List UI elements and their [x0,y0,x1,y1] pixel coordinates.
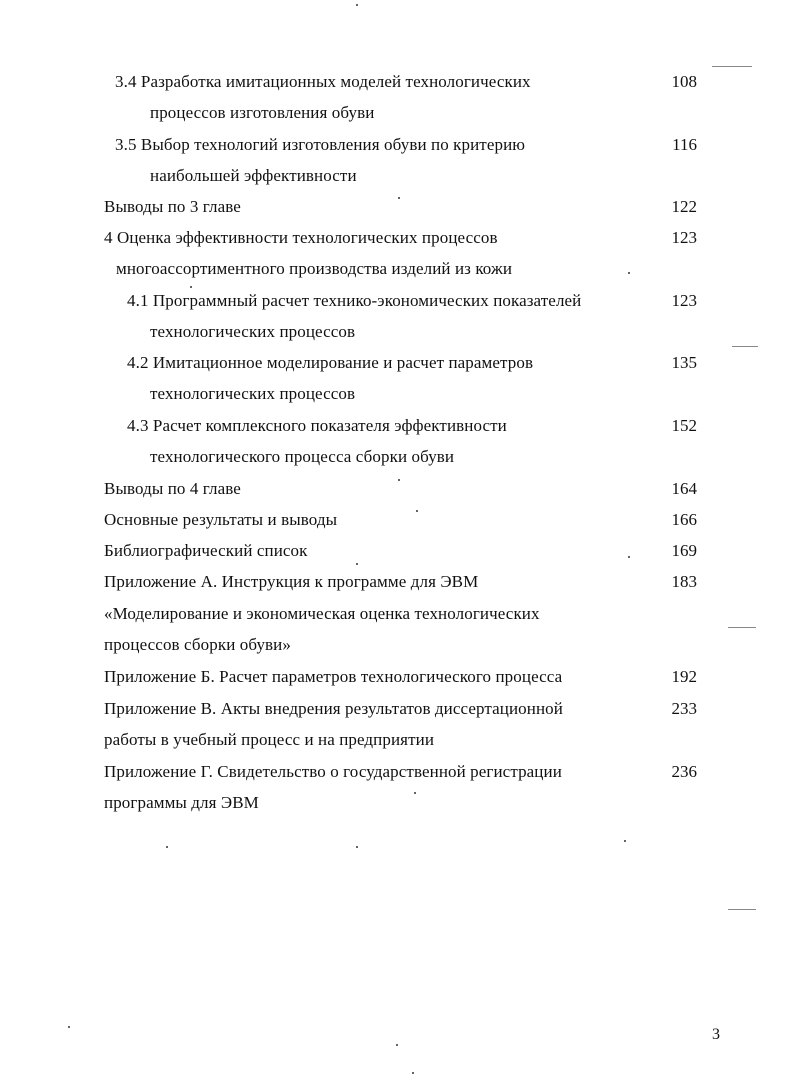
scan-speck [712,66,752,67]
toc-entry-4-line-2: многоассортиментного производства изделий из кожи [116,259,513,278]
toc-entry-3-4-line-2: процессов изготовления обуви [150,103,375,122]
toc-entry-4-3-line-2: технологического процесса сборки обуви [150,447,455,466]
scan-speck [624,840,626,842]
toc-entry-4-page: 123 [671,228,697,247]
scan-speck [356,846,358,848]
toc-entry-conclusions-4-page: 164 [671,479,697,498]
scan-speck [398,479,400,481]
toc-entry-main-results-line-1: Основные результаты и выводы [104,510,338,529]
toc-entry-3-4-page: 108 [671,72,697,91]
toc-entry-appendix-g-page: 236 [671,762,697,781]
scan-speck [356,563,358,565]
toc-entry-4-1-page: 123 [671,291,697,310]
toc-entry-appendix-a-line-3: процессов сборки обуви» [104,635,291,654]
toc-entry-4-2-line-2: технологических процессов [150,384,356,403]
toc-entry-bibliography-line-1: Библиографический список [104,541,308,560]
toc-entry-bibliography-page: 169 [671,541,697,560]
toc-entry-4-3-line-1: 4.3 Расчет комплексного показателя эффективности [127,416,507,435]
toc-entry-appendix-a-line-1: Приложение А. Инструкция к программе для ЭВМ [104,572,479,591]
scan-speck [728,909,756,910]
scan-speck [628,556,630,558]
scan-speck [396,1044,398,1046]
toc-entry-4-line-1: 4 Оценка эффективности технологических процессов [104,228,498,247]
toc-entry-4-3-page: 152 [671,416,697,435]
toc-entry-4-1-line-2: технологических процессов [150,322,356,341]
page-number: 3 [712,1026,720,1043]
scan-speck [190,286,192,288]
scan-speck [398,197,400,199]
scan-speck [728,627,756,628]
scan-speck [68,1026,70,1028]
toc-entry-appendix-v-line-1: Приложение В. Акты внедрения результатов диссертационной [104,699,563,718]
toc-entry-conclusions-3-page: 122 [671,197,697,216]
toc-entry-appendix-g-line-2: программы для ЭВМ [104,793,259,812]
toc-entry-3-4-line-1: 3.4 Разработка имитационных моделей технологических [115,72,531,91]
toc-entry-appendix-g-line-1: Приложение Г. Свидетельство о государственной регистрации [104,762,562,781]
toc-entry-4-2-line-1: 4.2 Имитационное моделирование и расчет параметров [127,353,534,372]
toc-entry-3-5-line-1: 3.5 Выбор технологий изготовления обуви по критерию [115,135,526,154]
scan-speck [166,846,168,848]
scan-speck [416,510,418,512]
toc-entry-3-5-line-2: наибольшей эффективности [150,166,357,185]
scan-speck [356,4,358,6]
toc-entry-4-2-page: 135 [671,353,697,372]
toc-entry-4-1-line-1: 4.1 Программный расчет технико-экономических показателей [127,291,582,310]
scan-speck [732,346,758,347]
scan-speck [414,792,416,794]
toc-entry-conclusions-4-line-1: Выводы по 4 главе [104,479,241,498]
toc-entry-conclusions-3-line-1: Выводы по 3 главе [104,197,241,216]
scan-speck [628,272,630,274]
toc-entry-main-results-page: 166 [671,510,697,529]
toc-entry-appendix-a-page: 183 [671,572,697,591]
scan-speck [412,1072,414,1074]
toc-entry-3-5-page: 116 [672,135,697,154]
toc-entry-appendix-v-line-2: работы в учебный процесс и на предприятии [104,730,435,749]
toc-entry-appendix-b-page: 192 [671,667,697,686]
toc-entry-appendix-a-line-2: «Моделирование и экономическая оценка технологических [104,604,540,623]
toc-entry-appendix-v-page: 233 [671,699,697,718]
toc-entry-appendix-b-line-1: Приложение Б. Расчет параметров технологического процесса [104,667,563,686]
